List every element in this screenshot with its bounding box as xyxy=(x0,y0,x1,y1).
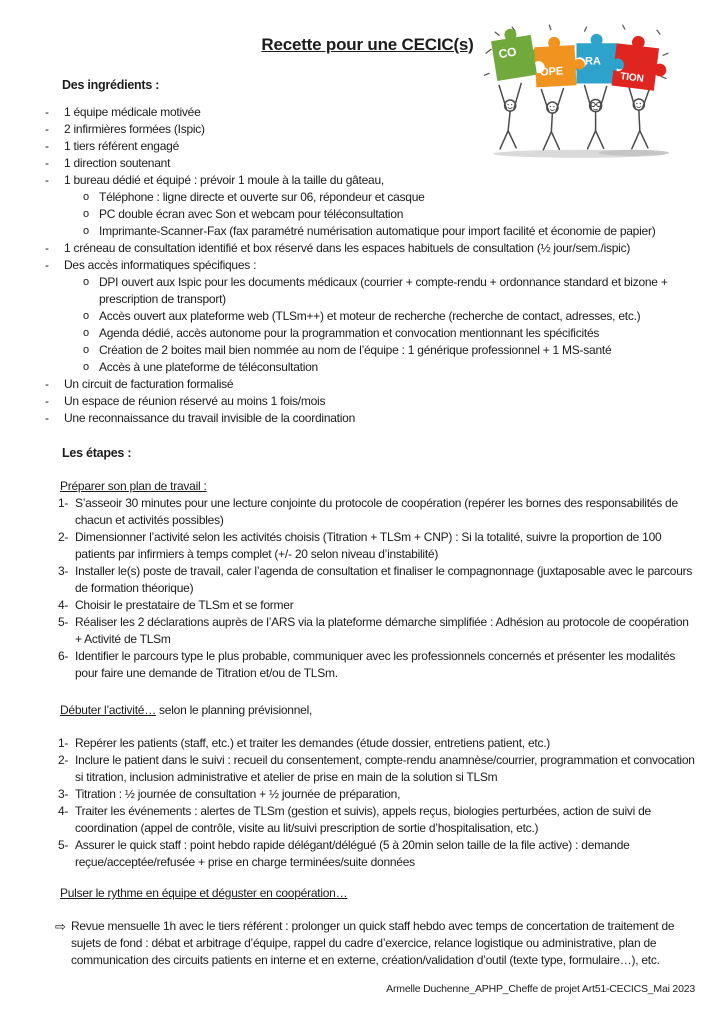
footer-credit: Armelle Duchenne_APHP_Cheffe de projet Art51-CECICS_Mai 2023 xyxy=(386,983,695,995)
stick-figure xyxy=(499,83,521,148)
numbered-item-text: Inclure le patient dans le suivi : recueil du consentement, compte-rendu anamnèse/courrier, programmation et convocation si titration, inclusion administrative et atelier de prise en main de la solution si TLSm xyxy=(75,753,695,784)
list-item-text: Une reconnaissance du travail invisible de la coordination xyxy=(64,411,356,425)
list-item xyxy=(45,257,695,274)
numbered-item-text: Installer le(s) poste de travail, caler l’agenda de consultation et finaliser le compagnonnage (juxtaposable avec le parcours de formation théorique) xyxy=(75,564,693,595)
list-item-text: Accès à une plateforme de téléconsultation xyxy=(99,360,318,374)
list-item xyxy=(45,376,695,393)
list-item-text: Un circuit de facturation formalisé xyxy=(64,377,234,391)
numbered-item xyxy=(58,837,695,871)
stick-figure xyxy=(541,88,563,149)
stick-figure xyxy=(629,86,650,148)
bullet-marker: - xyxy=(45,394,49,408)
ingredients-heading: Des ingrédients : xyxy=(62,78,160,92)
bullet-marker: - xyxy=(45,411,49,425)
number-marker: 5- xyxy=(58,838,69,852)
arrow-item xyxy=(55,918,695,969)
list-item xyxy=(45,172,695,189)
numbered-item xyxy=(58,529,695,563)
bullet-marker: o xyxy=(83,225,89,237)
number-marker: 2- xyxy=(58,530,69,544)
list-item xyxy=(83,359,695,376)
number-marker: 3- xyxy=(58,787,69,801)
numbered-item-text: Assurer le quick staff : point hebdo rapide délégant/délégué (5 à 20min selon taille de la file active) : demande reçue/acceptée/refusée + prise en charge terminées/suite données xyxy=(75,838,630,869)
stick-figures xyxy=(499,83,650,149)
numbered-item-text: Identifier le parcours type le plus probable, communiquer avec les professionnels concernés et présenter les modalités pour faire une demande de Titration et/ou de TLSm. xyxy=(75,649,676,680)
numbered-item-text: S’asseoir 30 minutes pour une lecture conjointe du protocole de coopération (repérer les bornes des responsabilités de chacun et activités possibles) xyxy=(75,496,678,527)
list-item-text: 1 direction soutenant xyxy=(64,156,171,170)
list-item-text: Imprimante-Scanner-Fax (fax paramétré numérisation automatique pour import facilité et économie de papier) xyxy=(99,224,656,238)
numbered-item-text: Titration : ½ journée de consultation + ½ journée de préparation, xyxy=(75,787,401,801)
bullet-marker: o xyxy=(83,327,89,339)
bullet-marker: o xyxy=(83,276,89,288)
number-marker: 1- xyxy=(58,736,69,750)
bullet-marker: - xyxy=(45,139,49,153)
bullet-marker: - xyxy=(45,122,49,136)
number-marker: 2- xyxy=(58,753,69,767)
numbered-item xyxy=(58,495,695,529)
start-steps-list xyxy=(58,735,695,871)
bullet-marker: - xyxy=(45,377,49,391)
list-item xyxy=(83,342,695,359)
start-section-title xyxy=(60,702,695,719)
bullet-marker: o xyxy=(83,344,89,356)
list-item-text: PC double écran avec Son et webcam pour téléconsultation xyxy=(99,207,404,221)
puzzle-piece-label: RA xyxy=(585,55,601,68)
start-title-underlined: Débuter l’activité… xyxy=(60,703,156,717)
number-marker: 1- xyxy=(58,496,69,510)
list-item xyxy=(83,189,695,206)
list-item xyxy=(45,410,695,427)
list-item xyxy=(83,325,695,342)
plan-steps-list xyxy=(58,495,695,682)
list-item-text: 1 équipe médicale motivée xyxy=(64,105,201,119)
number-marker: 4- xyxy=(58,598,69,612)
list-item-text: 1 créneau de consultation identifié et box réservé dans les espaces habituels de consultation (½ jour/sem./ispic) xyxy=(64,241,631,255)
cooperation-puzzle-illustration xyxy=(484,24,670,163)
numbered-item xyxy=(58,735,695,752)
list-item xyxy=(45,393,695,410)
numbered-item xyxy=(58,563,695,597)
numbered-item xyxy=(58,597,695,614)
list-item-text: Des accès informatiques spécifiques : xyxy=(64,258,257,272)
numbered-item-text: Traiter les événements : alertes de TLSm (gestion et suivis), appels reçus, biologies perturbées, action de suivi de coordination (appel de contrôle, visite au lit/suivi prescription de sortie d’hospitalisation, etc.) xyxy=(75,804,651,835)
puzzle-piece-label: TION xyxy=(619,71,645,85)
list-item-text: Téléphone : ligne directe et ouverte sur 06, répondeur et casque xyxy=(99,190,425,204)
bullet-marker: o xyxy=(83,208,89,220)
numbered-item xyxy=(58,786,695,803)
number-marker: 5- xyxy=(58,615,69,629)
number-marker: 3- xyxy=(58,564,69,578)
numbered-item xyxy=(58,648,695,682)
list-item xyxy=(83,223,695,240)
puzzle-piece-label: CO xyxy=(497,44,518,62)
list-item xyxy=(83,274,695,308)
list-item-text: 2 infirmières formées (Ispic) xyxy=(64,122,205,136)
bullet-marker: - xyxy=(45,156,49,170)
pulse-section-title: Pulser le rythme en équipe et déguster en coopération… xyxy=(60,886,348,900)
plan-section-title: Préparer son plan de travail : xyxy=(60,479,207,493)
arrow-item-text: Revue mensuelle 1h avec le tiers référent : prolonger un quick staff hebdo avec temps de concertation de traitement de sujets de fond : débat et arbitrage d’équipe, rappel du cadre d’exercice, relance logistique ou administrative, plan de communication des circuits patients en interne et en externe, création/validation d’outil (texte type, formulaire…), etc. xyxy=(71,919,675,967)
list-item xyxy=(83,308,695,325)
number-marker: 6- xyxy=(58,649,69,663)
list-item xyxy=(45,240,695,257)
list-item-text: DPI ouvert aux Ispic pour les documents médicaux (courrier + compte-rendu + ordonnance standard et bizone + prescription de transport) xyxy=(99,275,668,306)
steps-heading: Les étapes : xyxy=(62,446,132,460)
list-item-text: Un espace de réunion réservé au moins 1 fois/mois xyxy=(64,394,326,408)
list-item-text: Accès ouvert aux plateforme web (TLSm++) et moteur de recherche (recherche de contact, adresses, etc.) xyxy=(99,309,641,323)
page-title: Recette pour une CECIC(s) xyxy=(261,35,474,54)
number-marker: 4- xyxy=(58,804,69,818)
numbered-item-text: Choisir le prestataire de TLSm et se former xyxy=(75,598,294,612)
glasses-icon xyxy=(591,103,595,107)
bullet-marker: - xyxy=(45,258,49,272)
stick-figure-glasses xyxy=(585,85,607,148)
numbered-item xyxy=(58,803,695,837)
start-title-rest: selon le planning prévisionnel, xyxy=(155,703,313,717)
bullet-marker: o xyxy=(83,310,89,322)
bullet-marker: o xyxy=(83,361,89,373)
pulse-items-list xyxy=(55,918,695,969)
list-item-text: 1 tiers référent engagé xyxy=(64,139,179,153)
numbered-item-text: Dimensionner l’activité selon les activités choisis (Titration + TLSm + CNP) : Si la totalité, suivre la proportion de 100 patients par infirmiers à temps complet (+/- 20 selon niveau d’instabilité) xyxy=(75,530,662,561)
shadow-dark xyxy=(599,150,669,156)
numbered-item-text: Réaliser les 2 déclarations auprès de l’ARS via la plateforme démarche simplifiée : Adhésion au protocole de coopération + Activité de TLSm xyxy=(75,615,689,646)
list-item-text: Agenda dédié, accès autonome pour la programmation et convocation mentionnant les spécificités xyxy=(99,326,600,340)
numbered-item xyxy=(58,614,695,648)
bullet-marker: - xyxy=(45,105,49,119)
arrow-right-icon: ⇨ xyxy=(55,919,66,934)
numbered-item-text: Repérer les patients (staff, etc.) et traiter les demandes (étude dossier, entretiens patient, etc.) xyxy=(75,736,551,750)
puzzle-piece-label: OPE xyxy=(539,65,564,79)
list-item-text: Création de 2 boites mail bien nommée au nom de l’équipe : 1 générique professionnel + 1 MS-santé xyxy=(99,343,612,357)
list-item xyxy=(83,206,695,223)
numbered-item xyxy=(58,752,695,786)
bullet-marker: o xyxy=(83,191,89,203)
list-item-text: 1 bureau dédié et équipé : prévoir 1 moule à la taille du gâteau, xyxy=(64,173,384,187)
bullet-marker: - xyxy=(45,173,49,187)
bullet-marker: - xyxy=(45,241,49,255)
